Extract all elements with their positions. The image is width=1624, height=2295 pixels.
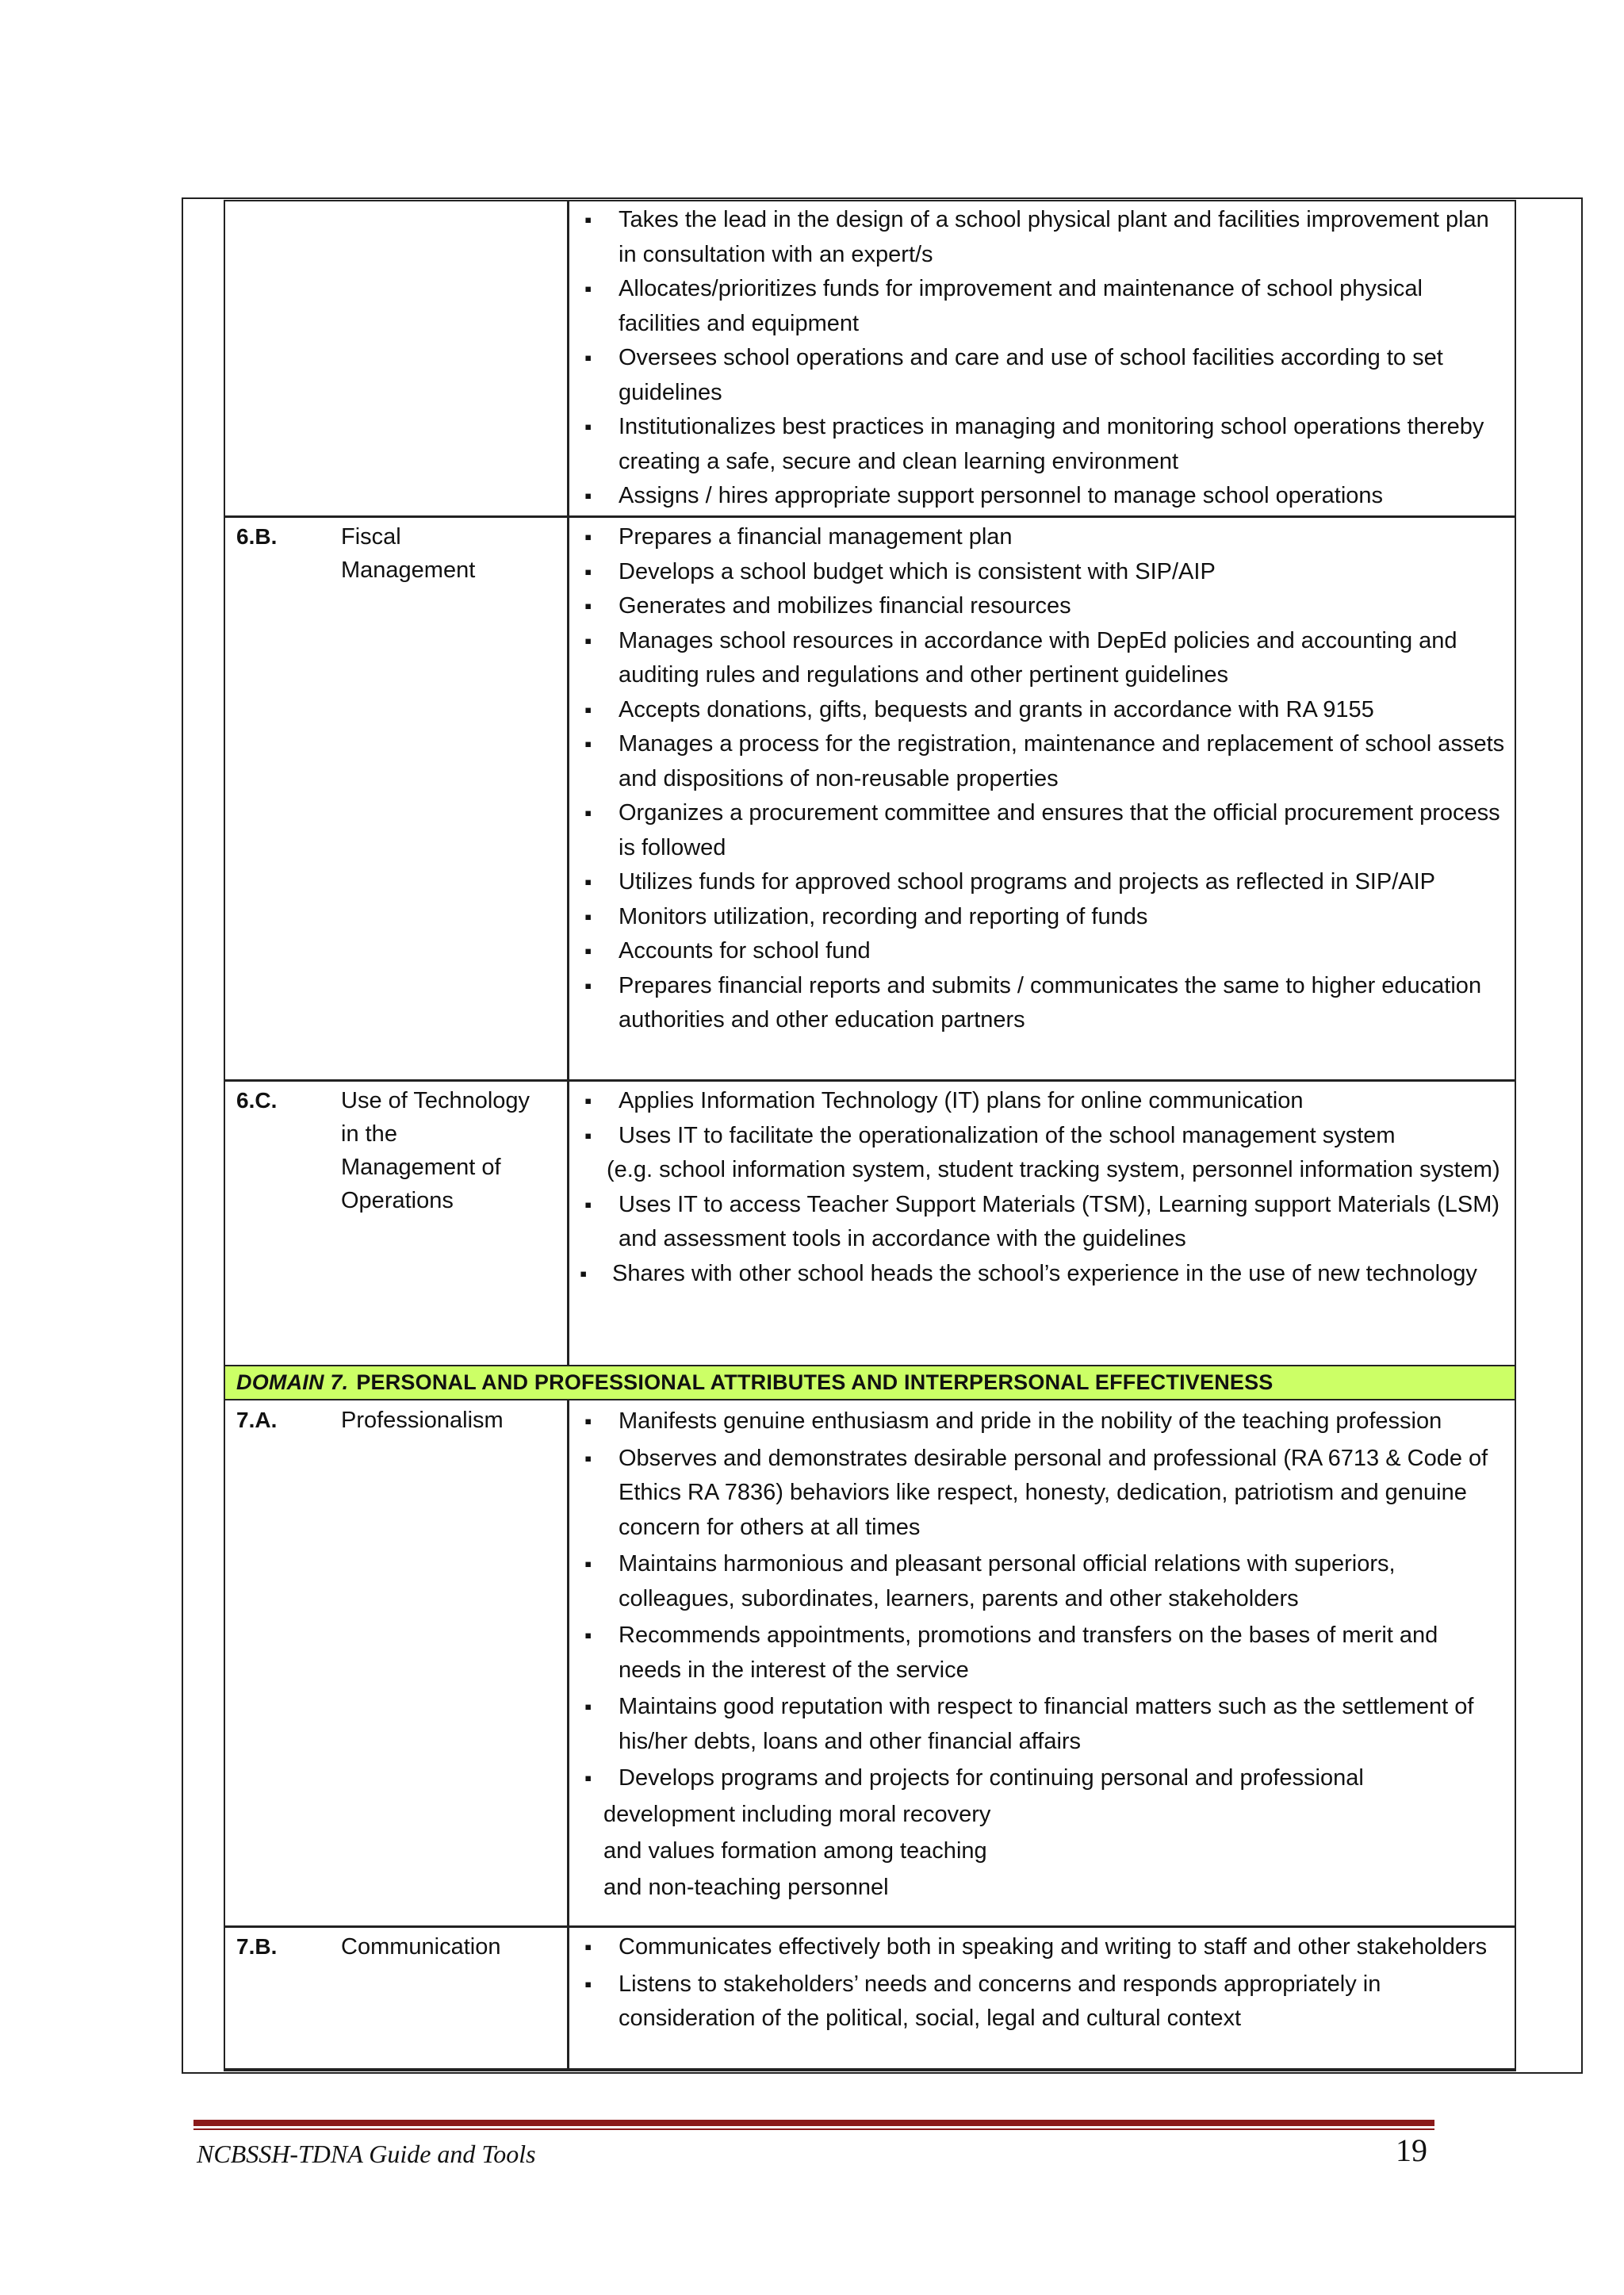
- row-6a-indicators: [583, 203, 1507, 514]
- list-item: ▪ Maintains good reputation with respect to financial matters such as the settlement of his/her debts, loans and other financial affairs: [583, 1690, 1507, 1759]
- footer-rule-thin: [193, 2128, 1434, 2130]
- row-7b-indicators: [583, 1930, 1507, 2036]
- square-bullet-icon: ▪: [580, 1261, 588, 1285]
- list-item: ▪ Accounts for school fund: [583, 934, 1507, 969]
- square-bullet-icon: ▪: [584, 973, 592, 998]
- row-7a-indicators: [583, 1404, 1507, 1906]
- square-bullet-icon: ▪: [584, 594, 592, 618]
- square-bullet-icon: ▪: [584, 277, 592, 301]
- list-item: ▪ Oversees school operations and care and use of school facilities according to set guidelines: [583, 341, 1507, 410]
- row-7b-code: 7.B.: [236, 1934, 278, 1959]
- square-bullet-icon: ▪: [584, 415, 592, 439]
- row-6c-area: Use of Technology in the Management of Operations: [341, 1088, 530, 1213]
- square-bullet-icon: ▪: [584, 484, 592, 508]
- list-item: ▪ Listens to stakeholders’ needs and concerns and responds appropriately in consideration of the political, social, legal and cultural context: [583, 1967, 1507, 2036]
- square-bullet-icon: ▪: [584, 346, 592, 370]
- list-item: (e.g. school information system, student tracking system, personnel information system): [607, 1157, 1500, 1182]
- domain-title: PERSONAL AND PROFESSIONAL ATTRIBUTES AND INTERPERSONAL EFFECTIVENESS: [356, 1370, 1274, 1394]
- domain-7-heading: [225, 1365, 1515, 1400]
- domain-label: DOMAIN 7.: [236, 1370, 349, 1394]
- list-item: ▪ Manages school resources in accordance with DepEd policies and accounting and auditing rules and regulations and other pertinent guidelines: [583, 624, 1507, 693]
- list-item: ▪ Institutionalizes best practices in managing and monitoring school operations thereby creating a safe, secure and clean learning environment: [583, 410, 1507, 479]
- list-item: ▪ Communicates effectively both in speaking and writing to staff and other stakeholders: [583, 1930, 1507, 1965]
- row-6c-code: 6.C.: [236, 1088, 278, 1113]
- square-bullet-icon: ▪: [584, 1935, 592, 1959]
- row-divider-6b: [225, 515, 1515, 518]
- list-item: ▪ Manages a process for the registration, maintenance and replacement of school assets and dispositions of non-reusable properties: [583, 727, 1507, 796]
- row-6b-area: Fiscal Management: [341, 524, 476, 583]
- row-7a-code: 7.A.: [236, 1408, 278, 1432]
- row-7b-area: Communication: [341, 1934, 501, 1960]
- list-item: ▪ Prepares a financial management plan: [583, 520, 1507, 555]
- footer-document-title: NCBSSH-TDNA Guide and Tools: [197, 2140, 536, 2168]
- square-bullet-icon: ▪: [584, 801, 592, 825]
- list-item: ▪ Uses IT to access Teacher Support Materials (TSM), Learning support Materials (LSM) and assessment tools in accordance with the guidelines: [583, 1188, 1507, 1257]
- list-item: ▪ Develops a school budget which is consistent with SIP/AIP: [583, 555, 1507, 590]
- row-divider-6c: [225, 1079, 1515, 1082]
- row-7a-area: Professionalism: [341, 1408, 504, 1433]
- square-bullet-icon: ▪: [584, 732, 592, 756]
- list-item: ▪ Organizes a procurement committee and ensures that the official procurement process is followed: [583, 796, 1507, 865]
- square-bullet-icon: ▪: [584, 1623, 592, 1647]
- list-item: ▪ Maintains harmonious and pleasant personal official relations with superiors, colleagues, subordinates, learners, parents and other stakeholders: [583, 1547, 1507, 1616]
- row-6c-indicators: [580, 1084, 1507, 1291]
- list-item: ▪ Observes and demonstrates desirable personal and professional (RA 6713 & Code of Ethics RA 7836) behaviors like respect, honesty, dedication, patriotism and genuine concern for others at all times: [583, 1442, 1507, 1546]
- row-6b-code: 6.B.: [236, 524, 278, 549]
- list-item: ▪ Shares with other school heads the school’s experience in the use of new technology: [583, 1257, 1507, 1292]
- list-item: ▪ Recommends appointments, promotions and transfers on the bases of merit and needs in the interest of the service: [583, 1619, 1507, 1688]
- list-item: and values formation among teaching: [603, 1837, 987, 1864]
- square-bullet-icon: ▪: [584, 1971, 592, 1996]
- list-item: ▪ Manifests genuine enthusiasm and pride in the nobility of the teaching profession: [583, 1404, 1507, 1439]
- square-bullet-icon: ▪: [584, 559, 592, 584]
- square-bullet-icon: ▪: [584, 1089, 592, 1113]
- square-bullet-icon: ▪: [584, 870, 592, 894]
- list-item: ▪ Uses IT to facilitate the operationalization of the school management system: [583, 1119, 1507, 1154]
- column-divider-top: [567, 200, 569, 1365]
- list-item: ▪ Assigns / hires appropriate support personnel to manage school operations: [583, 479, 1507, 514]
- square-bullet-icon: ▪: [584, 1766, 592, 1790]
- list-item: ▪ Monitors utilization, recording and reporting of funds: [583, 900, 1507, 935]
- list-item: ▪ Takes the lead in the design of a school physical plant and facilities improvement plan in consultation with an expert/s: [583, 203, 1507, 272]
- square-bullet-icon: ▪: [584, 1695, 592, 1718]
- square-bullet-icon: ▪: [584, 628, 592, 653]
- footer-rule: [193, 2120, 1434, 2126]
- square-bullet-icon: ▪: [584, 1192, 592, 1216]
- page-number: 19: [1396, 2132, 1427, 2168]
- list-item: development including moral recovery: [603, 1801, 991, 1827]
- row-6b-indicators: [583, 520, 1507, 1038]
- square-bullet-icon: ▪: [584, 1123, 592, 1148]
- column-divider-bottom: [567, 1400, 569, 2071]
- square-bullet-icon: ▪: [584, 904, 592, 929]
- list-item: and non-teaching personnel: [603, 1874, 889, 1900]
- row-divider-7b: [225, 1925, 1515, 1928]
- list-item: ▪ Applies Information Technology (IT) plans for online communication: [583, 1084, 1507, 1119]
- list-item: ▪ Generates and mobilizes financial resources: [583, 589, 1507, 624]
- square-bullet-icon: ▪: [584, 208, 592, 232]
- list-item: ▪ Develops programs and projects for continuing personal and professional: [583, 1761, 1507, 1796]
- list-item: ▪ Accepts donations, gifts, bequests and grants in accordance with RA 9155: [583, 693, 1507, 728]
- square-bullet-icon: ▪: [584, 525, 592, 549]
- square-bullet-icon: ▪: [584, 939, 592, 963]
- list-item: ▪ Allocates/prioritizes funds for improvement and maintenance of school physical facilities and equipment: [583, 272, 1507, 341]
- list-item: ▪ Prepares financial reports and submits / communicates the same to higher education authorities and other education partners: [583, 969, 1507, 1038]
- square-bullet-icon: ▪: [584, 1552, 592, 1576]
- square-bullet-icon: ▪: [584, 1409, 592, 1433]
- square-bullet-icon: ▪: [584, 697, 592, 722]
- list-item: ▪ Utilizes funds for approved school programs and projects as reflected in SIP/AIP: [583, 865, 1507, 900]
- square-bullet-icon: ▪: [584, 1446, 592, 1470]
